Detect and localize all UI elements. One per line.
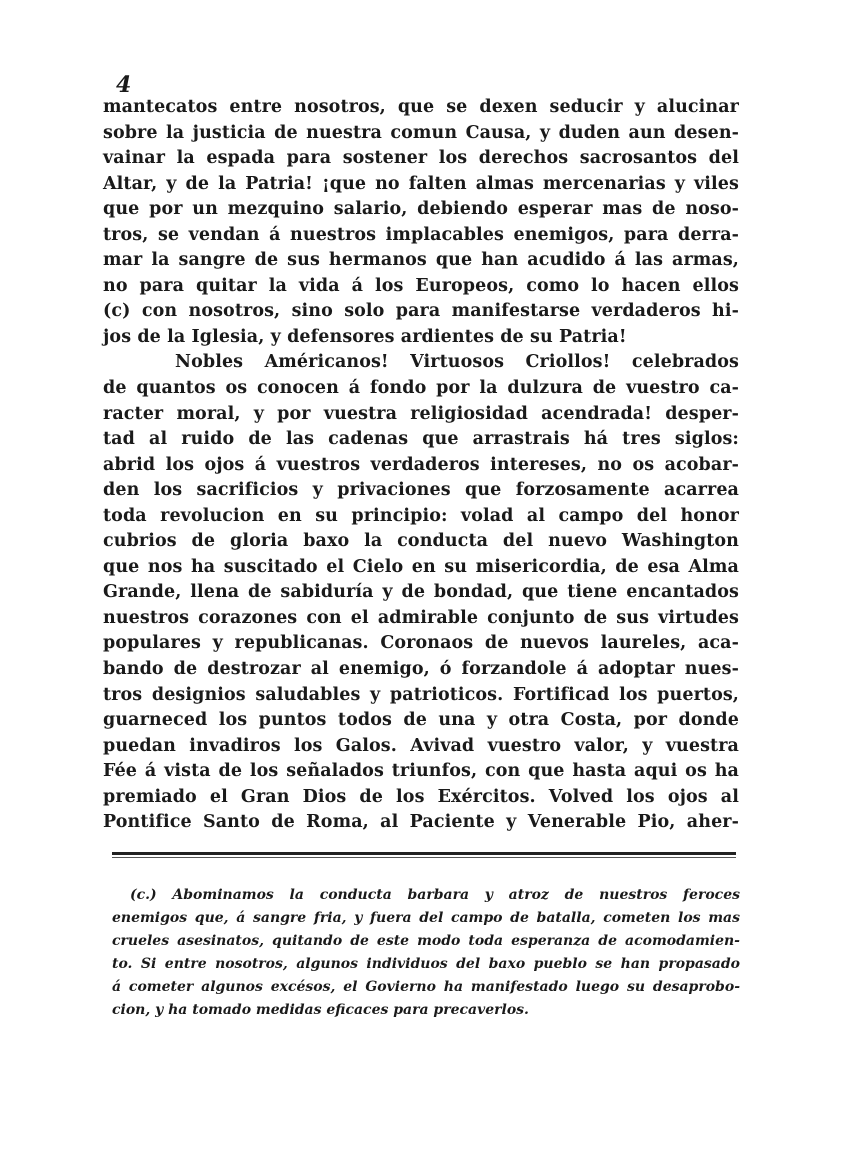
page-number: 4 xyxy=(116,72,132,98)
text-line: den los sacrificios y privaciones que forzosamente acarrea xyxy=(103,480,739,501)
text-line: bando de destrozar al enemigo, ó forzandole á adoptar nues- xyxy=(103,659,739,680)
text-line: Grande, llena de sabiduría y de bondad, que tiene encantados xyxy=(103,582,739,603)
text-line: Pontifice Santo de Roma, al Paciente y Venerable Pio, aher- xyxy=(103,812,739,833)
text-line: guarneced los puntos todos de una y otra Costa, por donde xyxy=(103,710,739,731)
footnote-line: cion, y ha tomado medidas eficaces para precaverlos. xyxy=(112,1002,529,1018)
text-line: toda revolucion en su principio: volad al campo del honor xyxy=(103,505,739,526)
text-line: de quantos os conocen á fondo por la dulzura de vuestro ca- xyxy=(103,378,739,399)
text-line: cubrios de gloria baxo la conducta del nuevo Washington xyxy=(103,531,739,552)
text-line: que nos ha suscitado el Cielo en su misericordia, de esa Alma xyxy=(103,556,739,577)
text-line: mar la sangre de sus hermanos que han acudido á las armas, xyxy=(103,250,739,271)
footnote-divider xyxy=(112,852,736,855)
footnote-line: to. Si entre nosotros, algunos individuos del baxo pueblo se han propasado xyxy=(112,956,740,972)
footnote-line: á cometer algunos excésos, el Govierno ha manifestado luego su desaprobo- xyxy=(112,979,740,995)
text-line: tros, se vendan á nuestros implacables enemigos, para derra- xyxy=(103,224,739,245)
footnote-divider-thin xyxy=(112,857,736,858)
text-line: premiado el Gran Dios de los Exércitos. Volved los ojos al xyxy=(103,786,739,807)
text-line: vainar la espada para sostener los derechos sacrosantos del xyxy=(103,148,739,169)
main-text xyxy=(103,95,739,836)
footnote-line: crueles asesinatos, quitando de este modo toda esperanza de acomodamien- xyxy=(112,933,740,949)
text-line: jos de la Iglesia, y defensores ardientes de su Patria! xyxy=(103,326,627,347)
text-line: Nobles Américanos! Virtuosos Criollos! celebrados xyxy=(175,352,739,373)
text-line: no para quitar la vida á los Europeos, como lo hacen ellos xyxy=(103,275,739,296)
text-line: populares y republicanas. Coronaos de nuevos laureles, aca- xyxy=(103,633,739,654)
footnote xyxy=(112,884,740,1022)
footnote-line: (c.) Abominamos la conducta barbara y atroz de nuestros feroces xyxy=(130,887,740,903)
text-line: mantecatos entre nosotros, que se dexen seducir y alucinar xyxy=(103,97,739,117)
text-line: tad al ruido de las cadenas que arrastrais há tres siglos: xyxy=(103,429,739,450)
text-line: abrid los ojos á vuestros verdaderos intereses, no os acobar- xyxy=(103,454,739,475)
text-line: Altar, y de la Patria! ¡que no falten almas mercenarias y viles xyxy=(103,173,739,194)
text-line: nuestros corazones con el admirable conjunto de sus virtudes xyxy=(103,607,739,628)
text-line: sobre la justicia de nuestra comun Causa, y duden aun desen- xyxy=(103,122,739,143)
text-line: puedan invadiros los Galos. Avivad vuestro valor, y vuestra xyxy=(103,735,739,756)
text-line: que por un mezquino salario, debiendo esperar mas de noso- xyxy=(103,199,739,220)
text-line: Fée á vista de los señalados triunfos, con que hasta aqui os ha xyxy=(103,761,739,782)
text-line: racter moral, y por vuestra religiosidad acendrada! desper- xyxy=(103,403,739,424)
text-line: (c) con nosotros, sino solo para manifestarse verdaderos hi- xyxy=(103,301,739,322)
footnote-line: enemigos que, á sangre fria, y fuera del campo de batalla, cometen los mas xyxy=(112,910,740,926)
text-line: tros designios saludables y patrioticos. Fortificad los puertos, xyxy=(103,684,739,705)
